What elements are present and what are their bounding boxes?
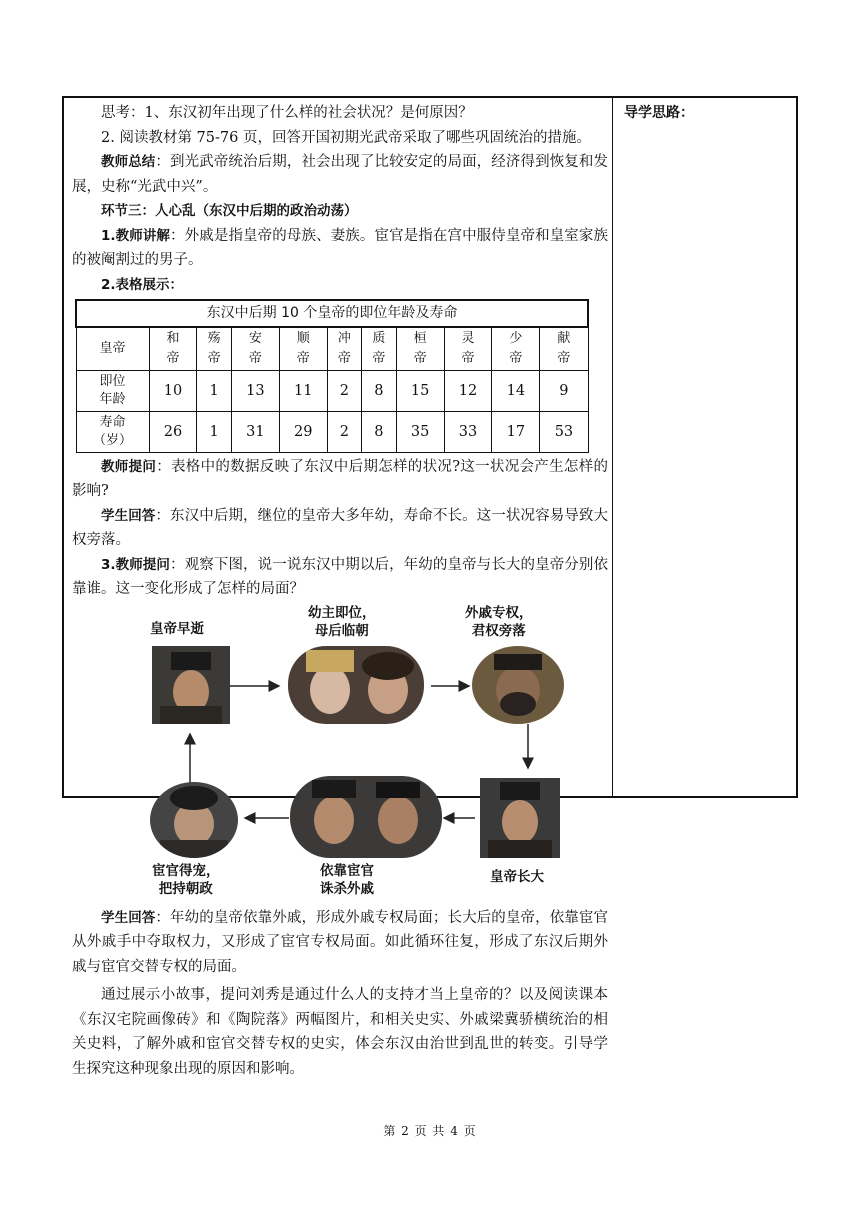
accession-age-cell: 1 xyxy=(197,370,232,411)
emperor-name-cell: 灵 帝 xyxy=(444,327,492,371)
accession-age-cell: 14 xyxy=(492,370,540,411)
question-1: 思考：1、东汉初年出现了什么样的社会状况？是何原因？ xyxy=(101,105,473,121)
emperor-name-cell: 献 帝 xyxy=(540,327,588,371)
emperor-name-cell: 桓 帝 xyxy=(396,327,444,371)
accession-age-cell: 11 xyxy=(279,370,327,411)
row-label-age: 即位 年龄 xyxy=(76,370,149,411)
emperor-name-cell: 殇 帝 xyxy=(197,327,232,371)
accession-age-cell: 8 xyxy=(362,370,397,411)
teacher-question-1: 教师提问：表格中的数据反映了东汉中后期怎样的状况?这一状况会产生怎样的影响? xyxy=(72,458,608,499)
node-rely-on-eunuchs: 依靠宦官 诛杀外戚 xyxy=(320,862,374,897)
node-emperor-grows-up: 皇帝长大 xyxy=(490,868,544,885)
teacher-question-2: 3.教师提问：观察下图，说一说东汉中期以后，年幼的皇帝与长大的皇帝分别依靠谁。这一变化形成了怎样的局面？ xyxy=(72,556,609,597)
emperor-name-cell: 质 帝 xyxy=(362,327,397,371)
emperor-name-cell: 冲 帝 xyxy=(327,327,362,371)
eunuch-portrait xyxy=(150,782,238,858)
lifespan-cell: 31 xyxy=(231,411,279,452)
node-emperor-dies-early: 皇帝早逝 xyxy=(150,620,204,637)
row-label-emperor: 皇帝 xyxy=(76,327,149,371)
main-column xyxy=(72,101,608,1081)
emperor-name-cell: 安 帝 xyxy=(231,327,279,371)
accession-age-cell: 10 xyxy=(149,370,197,411)
emperor-name-cell: 和 帝 xyxy=(149,327,197,371)
table-label: 2.表格展示： xyxy=(101,276,184,293)
lifespan-cell: 35 xyxy=(396,411,444,452)
accession-age-cell: 9 xyxy=(540,370,588,411)
accession-age-cell: 15 xyxy=(396,370,444,411)
lifespan-cell: 53 xyxy=(540,411,588,452)
node-consort-power: 外戚专权， 君权旁落 xyxy=(465,604,533,639)
student-answer-2: 学生回答：年幼的皇帝依靠外戚，形成外戚专权局面；长大后的皇帝，依靠宦官从外戚手中夺取权力，又形成了宦官专权局面。如此循环往复，形成了东汉后期外戚与宦官交替专权的局面。 xyxy=(72,909,609,975)
consort-portrait xyxy=(472,646,564,724)
section-3-heading: 环节三：人心乱（东汉中后期的政治动荡） xyxy=(101,203,358,219)
emperor-portrait-grown xyxy=(480,778,560,858)
emperor-name-cell: 少 帝 xyxy=(492,327,540,371)
lifespan-cell: 2 xyxy=(327,411,362,452)
power-cycle-diagram xyxy=(72,606,608,906)
closing-paragraph: 通过展示小故事，提问刘秀是通过什么人的支持才当上皇帝的？以及阅读课本《东汉宅院画像砖》和《陶院落》两幅图片，和相关史实、外戚梁冀骄横统治的相关史料，了解外戚和宦官交替专权的史实，体会东汉由治世到乱世的转变。引导学生探究这种现象出现的原因和影响。 xyxy=(72,987,608,1077)
emperor-table xyxy=(75,299,589,453)
lifespan-cell: 33 xyxy=(444,411,492,452)
student-answer-1: 学生回答：东汉中后期，继位的皇帝大多年幼，寿命不长。这一状况容易导致大权旁落。 xyxy=(72,507,609,548)
lifespan-cell: 1 xyxy=(197,411,232,452)
empress-dowager-portraits xyxy=(288,646,424,724)
teacher-summary: 教师总结：到光武帝统治后期，社会出现了比较安定的局面，经济得到恢复和发展，史称“光武中兴”。 xyxy=(72,154,609,195)
teacher-lecture: 1.教师讲解：外戚是指皇帝的母族、妻族。宦官是指在宫中服侍皇帝和皇室家族的被阉割过的男子。 xyxy=(72,227,609,268)
row-label-lifespan: 寿命 （岁） xyxy=(76,411,149,452)
question-2: 2. 阅读教材第 75-76 页，回答开国初期光武帝采取了哪些巩固统治的措施。 xyxy=(101,129,591,146)
node-eunuchs-dominate: 宦官得宠， 把持朝政 xyxy=(152,862,220,897)
emperor-name-cell: 顺 帝 xyxy=(279,327,327,371)
accession-age-cell: 13 xyxy=(231,370,279,411)
side-column-title: 导学思路： xyxy=(624,105,694,121)
lifespan-cell: 17 xyxy=(492,411,540,452)
emperor-portrait-1 xyxy=(152,646,230,724)
table-caption: 东汉中后期 10 个皇帝的即位年龄及寿命 xyxy=(76,300,588,327)
lifespan-cell: 29 xyxy=(279,411,327,452)
lifespan-cell: 8 xyxy=(362,411,397,452)
accession-age-cell: 2 xyxy=(327,370,362,411)
node-young-ruler: 幼主即位， 母后临朝 xyxy=(308,604,376,639)
lifespan-cell: 26 xyxy=(149,411,197,452)
page-footer: 第 2 页 共 4 页 xyxy=(383,1124,477,1138)
column-divider xyxy=(612,98,613,796)
accession-age-cell: 12 xyxy=(444,370,492,411)
emperor-eunuch-portraits xyxy=(290,776,442,858)
lesson-plan-frame xyxy=(62,96,798,1077)
